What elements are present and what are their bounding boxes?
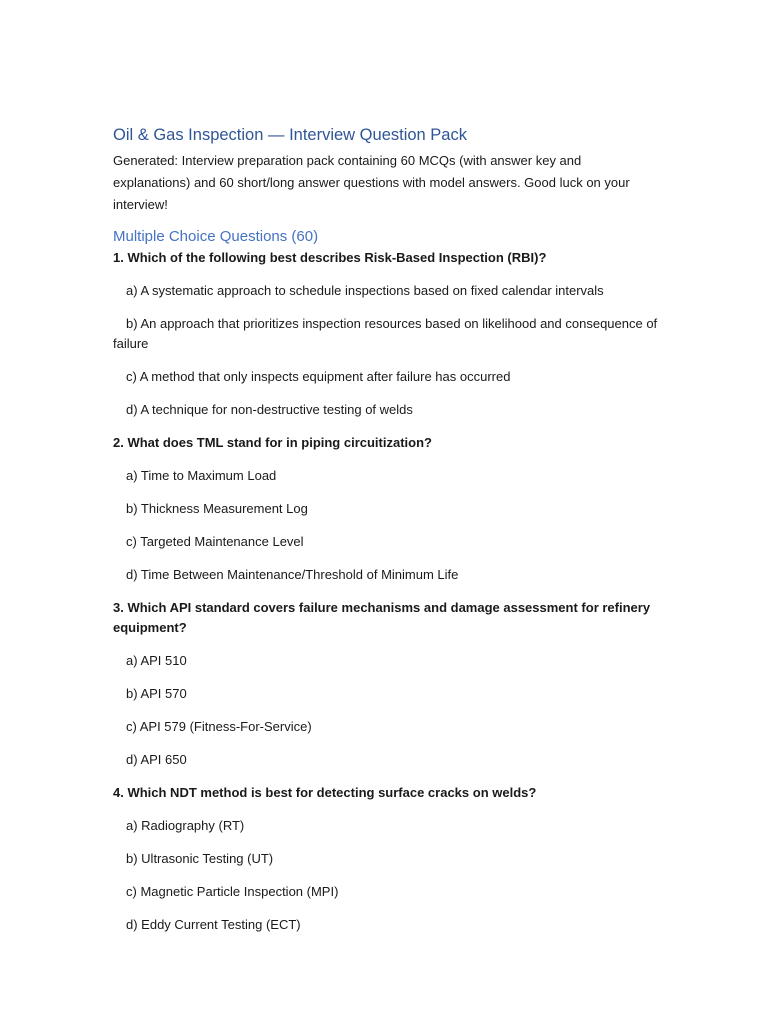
document-title: Oil & Gas Inspection — Interview Question Pack — [113, 126, 467, 144]
answer-option: d) Eddy Current Testing (ECT) — [126, 917, 301, 932]
intro-paragraph: Generated: Interview preparation pack containing 60 MCQs (with answer key and explanations) and 60 short/long answer questions with model answers. Good luck on your interview! — [113, 153, 630, 212]
question-text: 2. What does TML stand for in piping circuitization? — [113, 435, 432, 450]
answer-option: b) Thickness Measurement Log — [126, 501, 308, 516]
question-block — [113, 783, 660, 935]
answer-option: c) A method that only inspects equipment after failure has occurred — [126, 369, 511, 384]
answer-option: b) An approach that prioritizes inspection resources based on likelihood and consequence of failure — [113, 316, 658, 351]
question-text: 1. Which of the following best describes Risk-Based Inspection (RBI)? — [113, 250, 547, 265]
answer-option: d) API 650 — [126, 752, 187, 767]
answer-option: a) Time to Maximum Load — [126, 468, 277, 483]
answer-option: a) A systematic approach to schedule inspections based on fixed calendar intervals — [126, 283, 604, 298]
question-text: 3. Which API standard covers failure mechanisms and damage assessment for refinery equipment? — [113, 600, 651, 635]
answer-option: b) API 570 — [126, 686, 187, 701]
question-block — [113, 248, 660, 420]
question-block — [113, 598, 660, 770]
answer-option: c) Targeted Maintenance Level — [126, 534, 304, 549]
answer-option: c) API 579 (Fitness-For-Service) — [126, 719, 312, 734]
question-block — [113, 433, 660, 585]
section-heading-mcq: Multiple Choice Questions (60) — [113, 228, 319, 245]
question-text: 4. Which NDT method is best for detecting surface cracks on welds? — [113, 785, 537, 800]
answer-option: a) Radiography (RT) — [126, 818, 245, 833]
answer-option: a) API 510 — [126, 653, 187, 668]
answer-option: b) Ultrasonic Testing (UT) — [126, 851, 274, 866]
answer-option: c) Magnetic Particle Inspection (MPI) — [126, 884, 339, 899]
answer-option: d) Time Between Maintenance/Threshold of Minimum Life — [126, 567, 459, 582]
answer-option: d) A technique for non-destructive testing of welds — [126, 402, 413, 417]
